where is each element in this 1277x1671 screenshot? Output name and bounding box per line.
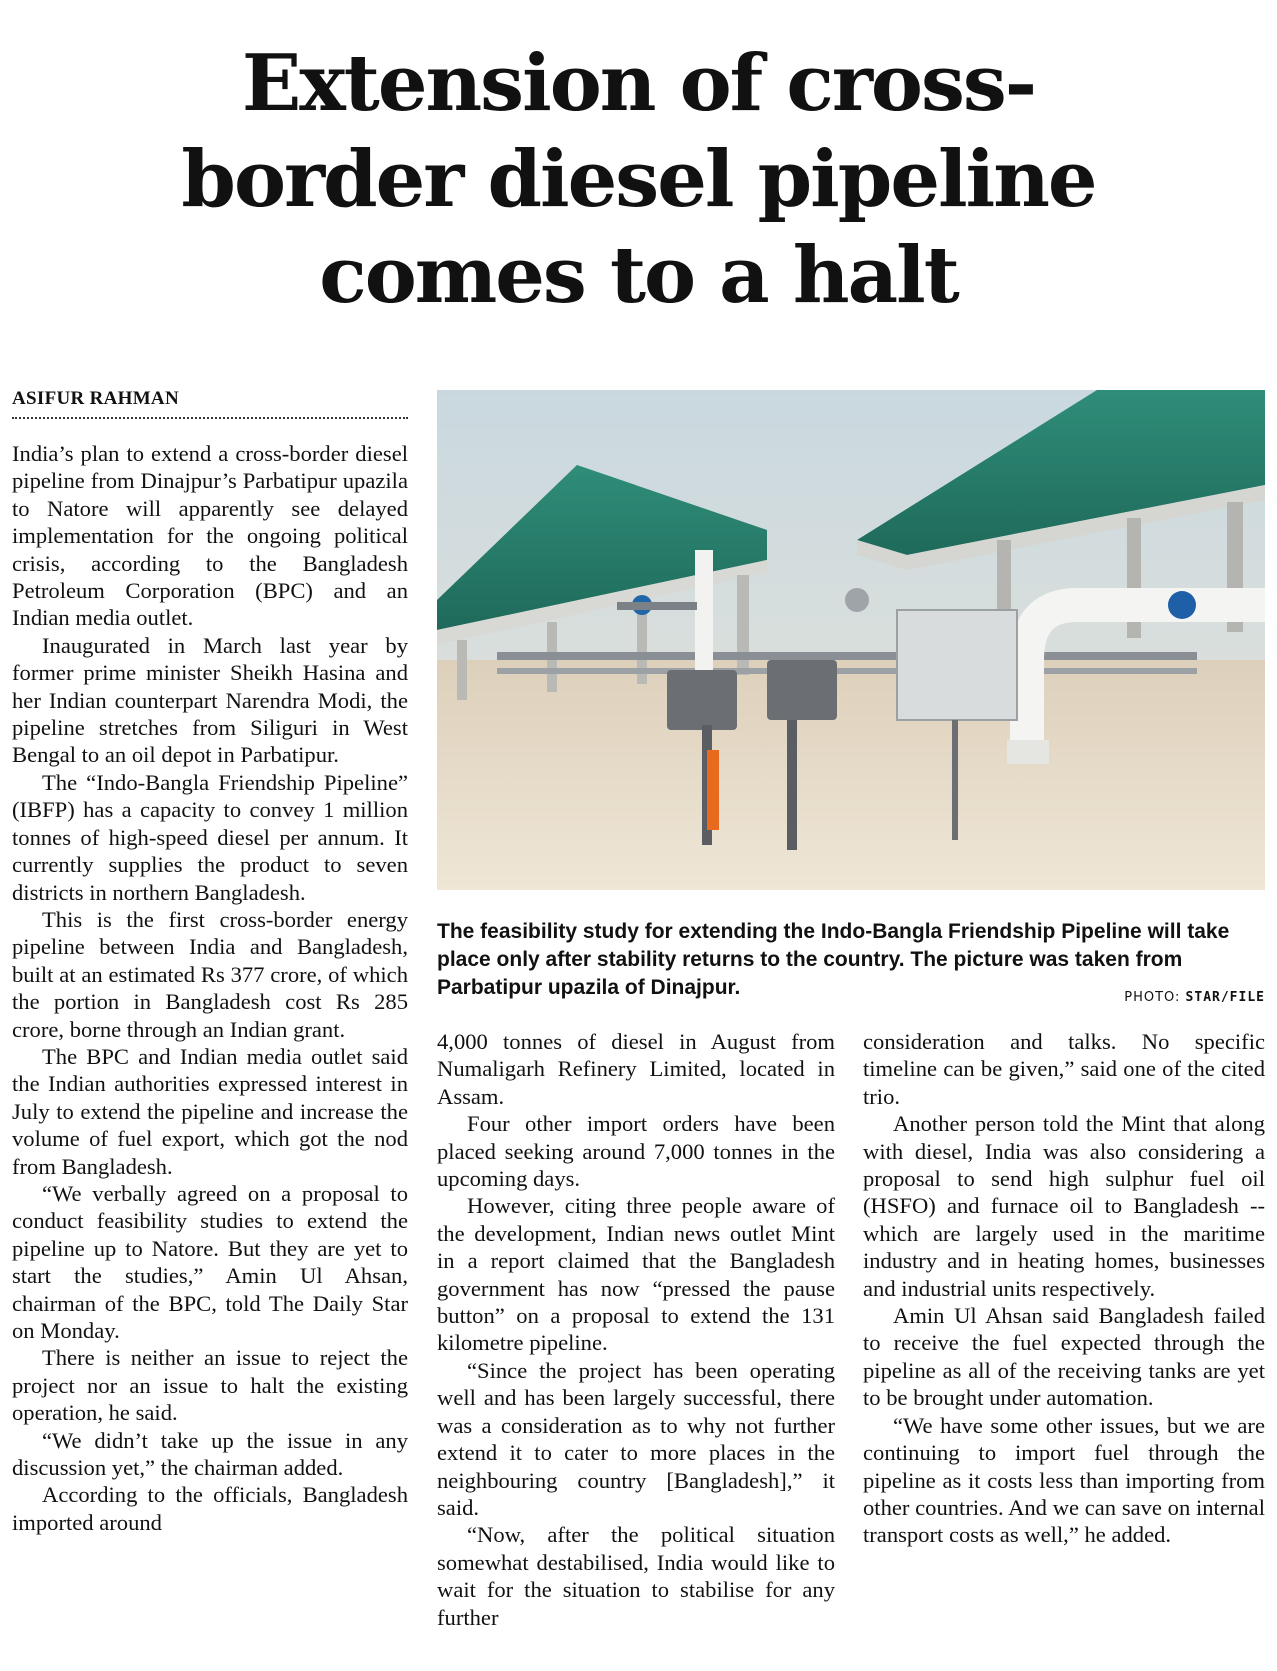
- paragraph: “We verbally agreed on a proposal to conduct feasibility studies to extend the pipeline up to Natore. But they are yet to start the studies,” Amin Ul Ahsan, chairman of the BPC, told The Daily Star on Monday.: [12, 1180, 408, 1343]
- article-column-2: [437, 1028, 835, 1631]
- paragraph: “We didn’t take up the issue in any discussion yet,” the chairman added.: [12, 1427, 408, 1481]
- photo-credit: [1124, 990, 1265, 1005]
- paragraph: “Since the project has been operating well and has been largely successful, there was a consideration as to why not further extend it to cater to more places in the neighbouring country [Bangladesh],” it said.: [437, 1357, 835, 1520]
- paragraph: consideration and talks. No specific timeline can be given,” said one of the cited trio.: [863, 1029, 1265, 1109]
- paragraph: According to the officials, Bangladesh imported around: [12, 1482, 408, 1535]
- paragraph: Four other import orders have been placed seeking around 7,000 tonnes in the upcoming days.: [437, 1111, 835, 1192]
- article-column-1: [12, 440, 408, 1536]
- paragraph: “We have some other issues, but we are continuing to import fuel through the pipeline as it costs less than importing from other countries. And we can save on internal transport costs as well,” he added.: [863, 1412, 1265, 1548]
- photo-credit-source: STAR/FILE: [1185, 990, 1265, 1005]
- headline: [0, 36, 1277, 324]
- paragraph: However, citing three people aware of the development, Indian news outlet Mint in a report claimed that the Bangladesh government has now “pressed the pause button” on a proposal to extend the 131 kilometre pipeline.: [437, 1193, 835, 1356]
- paragraph: There is neither an issue to reject the project nor an issue to halt the existing operation, he said.: [12, 1345, 408, 1426]
- paragraph: Another person told the Mint that along with diesel, India was also considering a proposal to send high sulphur fuel oil (HSFO) and furnace oil to Bangladesh -- which are largely used in the maritime industry and in heating homes, businesses and industrial units respectively.: [863, 1111, 1265, 1301]
- article-column-3: [863, 1028, 1265, 1549]
- paragraph: India’s plan to extend a cross-border diesel pipeline from Dinajpur’s Parbatipur upazila to Natore will apparently see delayed implementation for the ongoing political crisis, according to the Bangladesh Petroleum Corporation (BPC) and an Indian media outlet.: [12, 441, 408, 631]
- photo-caption: The feasibility study for extending the Indo-Bangla Friendship Pipeline will take place only after stability returns to the country. The picture was taken from Parbatipur upazila of Dinajpur.: [437, 920, 1230, 999]
- headline-line-1: Extension of cross-: [241, 38, 1036, 129]
- paragraph: Inaugurated in March last year by former prime minister Sheikh Hasina and her Indian counterpart Narendra Modi, the pipeline stretches from Siliguri in West Bengal to an oil depot in Parbatipur.: [12, 632, 408, 768]
- pipeline-photo: [437, 390, 1265, 890]
- paragraph: Amin Ul Ahsan said Bangladesh failed to receive the fuel expected through the pipeline as all of the receiving tanks are yet to be brought under automation.: [863, 1303, 1265, 1411]
- paragraph: “Now, after the political situation somewhat destabilised, India would like to wait for the situation to stabilise for any further: [437, 1522, 835, 1630]
- byline: ASIFUR RAHMAN: [12, 388, 408, 419]
- paragraph: The “Indo-Bangla Friendship Pipeline” (IBFP) has a capacity to convey 1 million tonnes of high-speed diesel per annum. It currently supplies the product to seven districts in northern Bangladesh.: [12, 769, 408, 905]
- pipeline-depot-illustration: [437, 390, 1265, 890]
- paragraph: 4,000 tonnes of diesel in August from Numaligarh Refinery Limited, located in Assam.: [437, 1029, 835, 1109]
- headline-line-3: comes to a halt: [319, 230, 958, 321]
- photo-credit-label: PHOTO:: [1124, 990, 1181, 1005]
- headline-line-2: border diesel pipeline: [181, 134, 1096, 225]
- paragraph: This is the first cross-border energy pipeline between India and Bangladesh, built at an estimated Rs 377 crore, of which the portion in Bangladesh cost Rs 285 crore, borne through an Indian grant.: [12, 906, 408, 1042]
- paragraph: The BPC and Indian media outlet said the Indian authorities expressed interest in July to extend the pipeline and increase the volume of fuel export, which got the nod from Bangladesh.: [12, 1043, 408, 1179]
